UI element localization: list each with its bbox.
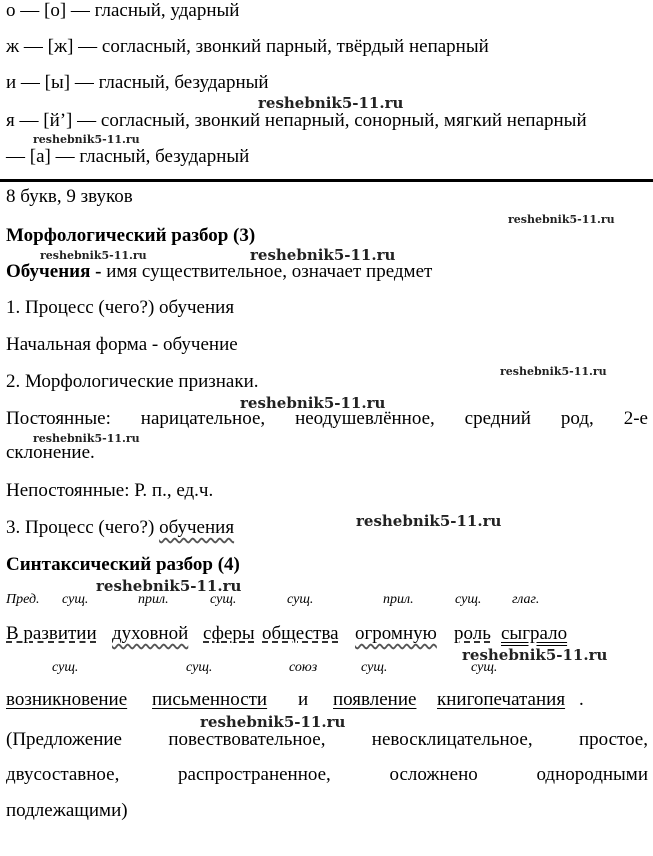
desc-word: осложнено: [389, 764, 478, 785]
pos-label: сущ.: [62, 592, 89, 607]
pos-label: союз: [289, 660, 318, 675]
morph-initial-form: Начальная форма - обучение: [6, 334, 238, 355]
watermark: reshebnik5-11.ru: [33, 133, 140, 146]
watermark: reshebnik5-11.ru: [356, 512, 502, 530]
morph-variable-features: Непостоянные: Р. п., ед.ч.: [6, 480, 214, 501]
watermark: reshebnik5-11.ru: [200, 713, 346, 731]
pos-label: сущ.: [471, 660, 498, 675]
desc-word: простое,: [578, 729, 648, 750]
sentence-description-1: [6, 729, 648, 751]
morph-heading: Морфологический разбор (3): [6, 225, 256, 246]
constant-word: нарицательное,: [140, 408, 266, 429]
constant-word: средний: [464, 408, 531, 429]
pos-label: сущ.: [52, 660, 79, 675]
pos-label: Пред.: [6, 592, 40, 607]
watermark: reshebnik5-11.ru: [258, 94, 404, 112]
pos-label: сущ.: [287, 592, 314, 607]
sentence-word: возникновение: [6, 689, 128, 710]
watermark: reshebnik5-11.ru: [500, 365, 607, 378]
desc-word: невосклицательное,: [371, 729, 533, 750]
sentence-period: .: [579, 689, 584, 710]
sentence-word: духовной: [112, 623, 189, 644]
letters-sounds-count: 8 букв, 9 звуков: [6, 186, 133, 207]
constant-word: род,: [560, 408, 594, 429]
constant-word: 2-е: [623, 408, 648, 429]
morph-word: Обучения -: [6, 261, 102, 282]
syntax-heading: Синтаксический разбор (4): [6, 554, 240, 575]
sound-line-ya-1: я — [й’] — согласный, звонкий непарный, сонорный, мягкий непарный: [6, 110, 587, 131]
sentence-description-3: подлежащими): [6, 800, 128, 821]
constant-word: Постоянные:: [6, 408, 111, 429]
watermark: reshebnik5-11.ru: [40, 249, 147, 262]
watermark: reshebnik5-11.ru: [508, 213, 615, 226]
morph-constant-tail: склонение.: [6, 442, 95, 463]
morph-point-3-prefix: 3. Процесс (чего?): [6, 517, 160, 538]
pos-label: прил.: [138, 592, 169, 607]
sentence-word: огромную: [355, 623, 437, 644]
watermark: reshebnik5-11.ru: [240, 394, 386, 412]
sound-line-zh: ж — [ж] — согласный, звонкий парный, твёрдый непарный: [6, 36, 489, 57]
morph-point-1: 1. Процесс (чего?) обучения: [6, 297, 235, 318]
pos-label: сущ.: [455, 592, 482, 607]
constant-word: неодушевлённое,: [295, 408, 435, 429]
sentence-word: появление: [333, 689, 417, 710]
watermark: reshebnik5-11.ru: [96, 577, 242, 595]
sentence-word: общества: [262, 623, 339, 644]
desc-word: повествовательное,: [168, 729, 326, 750]
pos-label: сущ.: [210, 592, 237, 607]
sentence-word: сферы: [203, 623, 255, 644]
desc-word: (Предложение: [6, 729, 122, 750]
desc-word: распространенное,: [178, 764, 331, 785]
sentence-word: и: [298, 689, 309, 710]
sentence-word: сыграло: [501, 623, 568, 644]
sound-line-ya-2: — [а] — гласный, безударный: [6, 146, 250, 167]
sentence-word: письменности: [152, 689, 268, 710]
pos-label: сущ.: [361, 660, 388, 675]
sentence-word: книгопечатания: [437, 689, 566, 710]
morph-definition-line: [6, 261, 432, 283]
sentence-word: В развитии: [6, 623, 97, 644]
pos-label: сущ.: [186, 660, 213, 675]
watermark: reshebnik5-11.ru: [462, 646, 608, 664]
morph-point-2: 2. Морфологические признаки.: [6, 371, 259, 392]
morph-point-3-word: обучения: [159, 517, 235, 538]
divider: [0, 179, 653, 182]
morph-point-3: [6, 517, 234, 539]
watermark: reshebnik5-11.ru: [33, 432, 140, 445]
pos-label: глаг.: [512, 592, 540, 607]
desc-word: двусоставное,: [6, 764, 120, 785]
sentence-description-2: [6, 764, 648, 786]
morph-definition: имя существительное, означает предмет: [101, 261, 433, 282]
sound-line-o: о — [о] — гласный, ударный: [6, 0, 240, 21]
sentence-word: роль: [454, 623, 491, 644]
sound-line-i: и — [ы] — гласный, безударный: [6, 72, 269, 93]
pos-label: прил.: [383, 592, 414, 607]
watermark: reshebnik5-11.ru: [250, 246, 396, 264]
desc-word: однородными: [536, 764, 648, 785]
